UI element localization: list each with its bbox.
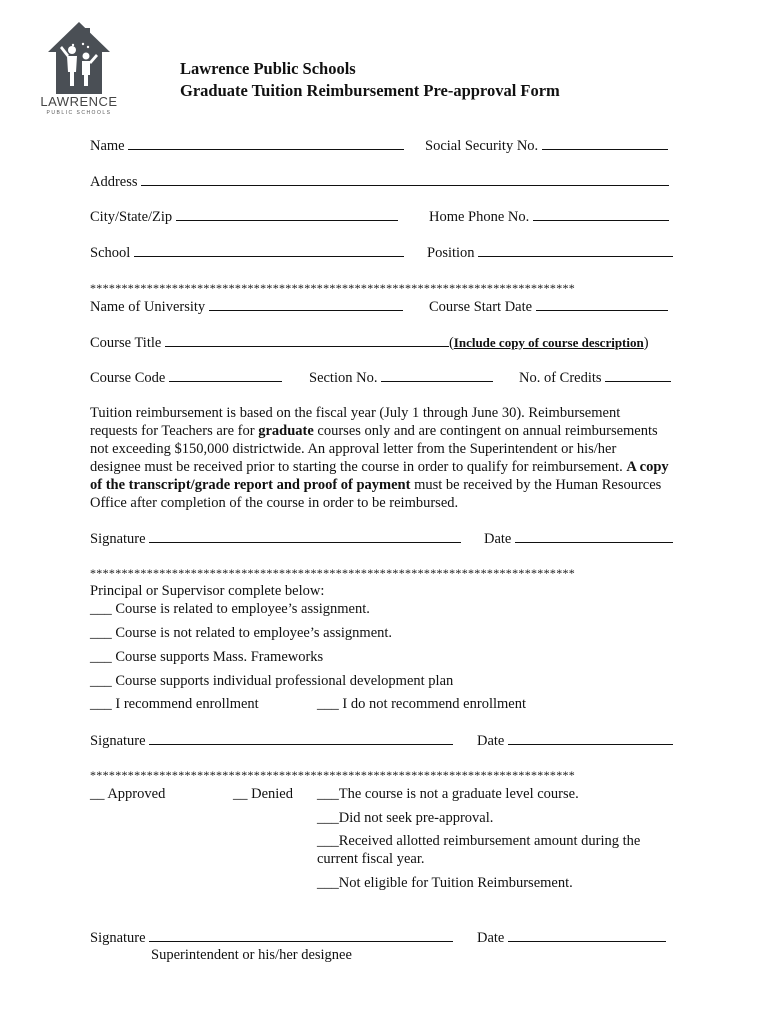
name-label: Name	[90, 138, 125, 154]
home-phone-row	[429, 207, 669, 226]
policy-text-2: courses only and are contingent on annual reimbursements not exceeding $150,000 districtwide. An approval letter from the Superintendent or his/her designee must be received prior to starting the course in order to qualify for reimbursement.	[90, 423, 658, 475]
employee-signature-row	[90, 529, 461, 548]
date-label: Date	[477, 733, 505, 749]
section-field[interactable]	[381, 368, 493, 382]
course-desc-open-paren: (	[448, 335, 454, 351]
logo-wordmark: LAWRENCE	[40, 94, 118, 109]
approved-label: Approved	[107, 786, 166, 802]
course-start-label: Course Start Date	[429, 299, 533, 315]
principal-date-row	[477, 731, 673, 750]
reason-label: Received allotted reimbursement amount during the	[338, 833, 641, 849]
employee-signature-field[interactable]	[149, 529, 461, 543]
course-start-field[interactable]	[536, 297, 668, 311]
signature-label: Signature	[90, 733, 146, 749]
policy-bold-requirement: A copy of the transcript/grade report and proof of payment	[90, 459, 669, 493]
principal-item-label: Course supports Mass. Frameworks	[115, 649, 324, 665]
principal-date-field[interactable]	[508, 731, 673, 745]
date-label: Date	[484, 531, 512, 547]
course-title-row	[90, 333, 649, 352]
checkbox-blank[interactable]: ___	[90, 601, 112, 617]
superintendent-date-row	[477, 928, 666, 947]
principal-item-related[interactable]	[90, 600, 370, 618]
separator-stars-3: *****************************************************************************	[90, 768, 576, 782]
credits-label: No. of Credits	[519, 370, 602, 386]
designee-caption: Superintendent or his/her designee	[151, 947, 352, 963]
separator-stars-1: *****************************************************************************	[90, 281, 576, 295]
policy-text-1: Tuition reimbursement is based on the fiscal year (July 1 through June 30). Reimbursement requests for Teachers are for	[90, 405, 621, 439]
university-field[interactable]	[209, 297, 403, 311]
reason-allotted-amount[interactable]	[317, 832, 640, 850]
course-code-field[interactable]	[169, 368, 282, 382]
superintendent-date-field[interactable]	[508, 928, 666, 942]
reason-not-graduate[interactable]	[317, 785, 579, 803]
credits-field[interactable]	[605, 368, 671, 382]
checkbox-blank[interactable]: ___	[317, 810, 339, 826]
address-label: Address	[90, 174, 138, 190]
course-desc-note: Include copy of course description	[453, 335, 644, 350]
reason-label: Did not seek pre-approval.	[338, 810, 494, 826]
address-field[interactable]	[141, 172, 669, 186]
university-label: Name of University	[90, 299, 206, 315]
checkbox-blank[interactable]: ___	[90, 673, 112, 689]
principal-heading: Principal or Supervisor complete below:	[90, 583, 325, 599]
recommend-option[interactable]	[90, 695, 259, 713]
date-label: Date	[477, 930, 505, 946]
name-row	[90, 136, 404, 155]
course-title-label: Course Title	[90, 335, 162, 351]
checkbox-blank[interactable]: ___	[317, 833, 339, 849]
school-row	[90, 243, 404, 262]
ssn-label: Social Security No.	[425, 138, 539, 154]
employee-date-field[interactable]	[515, 529, 673, 543]
checkbox-blank[interactable]: ___	[90, 625, 112, 641]
principal-item-label: Course supports individual professional development plan	[115, 673, 454, 689]
denied-label: Denied	[251, 786, 293, 802]
checkbox-blank[interactable]: __	[90, 786, 105, 802]
course-code-row	[90, 368, 282, 387]
checkbox-blank[interactable]: ___	[317, 786, 339, 802]
checkbox-blank[interactable]: ___	[90, 649, 112, 665]
form-title-line2: Graduate Tuition Reimbursement Pre-approval Form	[180, 81, 560, 100]
position-field[interactable]	[478, 243, 673, 257]
credits-row	[519, 368, 671, 387]
denied-option[interactable]	[233, 785, 293, 803]
checkbox-blank[interactable]: ___	[317, 696, 339, 712]
city-label: City/State/Zip	[90, 209, 173, 225]
home-phone-field[interactable]	[533, 207, 669, 221]
checkbox-blank[interactable]: ___	[317, 875, 339, 891]
city-field[interactable]	[176, 207, 398, 221]
university-row	[90, 297, 403, 316]
superintendent-signature-field[interactable]	[149, 928, 453, 942]
section-label: Section No.	[309, 370, 378, 386]
course-desc-close-paren: )	[643, 335, 649, 351]
ssn-field[interactable]	[542, 136, 668, 150]
position-label: Position	[427, 245, 475, 261]
principal-item-not-related[interactable]	[90, 624, 392, 642]
name-field[interactable]	[128, 136, 404, 150]
not-recommend-label: I do not recommend enrollment	[342, 696, 526, 712]
house-children-icon	[36, 20, 122, 96]
principal-signature-row	[90, 731, 453, 750]
reason-not-eligible[interactable]	[317, 874, 573, 892]
signature-label: Signature	[90, 531, 146, 547]
policy-paragraph	[90, 404, 670, 512]
home-phone-label: Home Phone No.	[429, 209, 530, 225]
principal-item-label: Course is not related to employee’s assignment.	[115, 625, 393, 641]
course-code-label: Course Code	[90, 370, 166, 386]
policy-text-3: must be received by the Human Resources Office after completion of the course in order to be reimbursed.	[90, 477, 662, 511]
signature-label: Signature	[90, 930, 146, 946]
logo-subtitle: PUBLIC SCHOOLS	[46, 110, 112, 116]
address-row	[90, 172, 669, 191]
policy-graduate: graduate	[258, 423, 314, 439]
checkbox-blank[interactable]: __	[233, 786, 248, 802]
principal-item-frameworks[interactable]	[90, 648, 323, 666]
reason-no-preapproval[interactable]	[317, 809, 493, 827]
not-recommend-option[interactable]	[317, 695, 526, 713]
district-logo	[36, 20, 122, 116]
form-title-line1: Lawrence Public Schools	[180, 59, 356, 78]
school-label: School	[90, 245, 131, 261]
principal-signature-field[interactable]	[149, 731, 453, 745]
course-start-row	[429, 297, 668, 316]
position-row	[427, 243, 673, 262]
superintendent-signature-row	[90, 928, 453, 947]
course-title-field[interactable]	[165, 333, 449, 347]
reason-label: The course is not a graduate level course.	[338, 786, 579, 802]
checkbox-blank[interactable]: ___	[90, 696, 112, 712]
city-row	[90, 207, 398, 226]
approved-option[interactable]	[90, 785, 165, 803]
employee-date-row	[484, 529, 673, 548]
section-row	[309, 368, 493, 387]
reason-allotted-amount-cont: current fiscal year.	[317, 851, 425, 867]
ssn-row	[425, 136, 668, 155]
reason-label: Not eligible for Tuition Reimbursement.	[338, 875, 573, 891]
principal-item-label: Course is related to employee’s assignment.	[115, 601, 370, 617]
school-field[interactable]	[134, 243, 404, 257]
separator-stars-2: *****************************************************************************	[90, 566, 576, 580]
recommend-label: I recommend enrollment	[115, 696, 259, 712]
principal-item-pd-plan[interactable]	[90, 672, 453, 690]
